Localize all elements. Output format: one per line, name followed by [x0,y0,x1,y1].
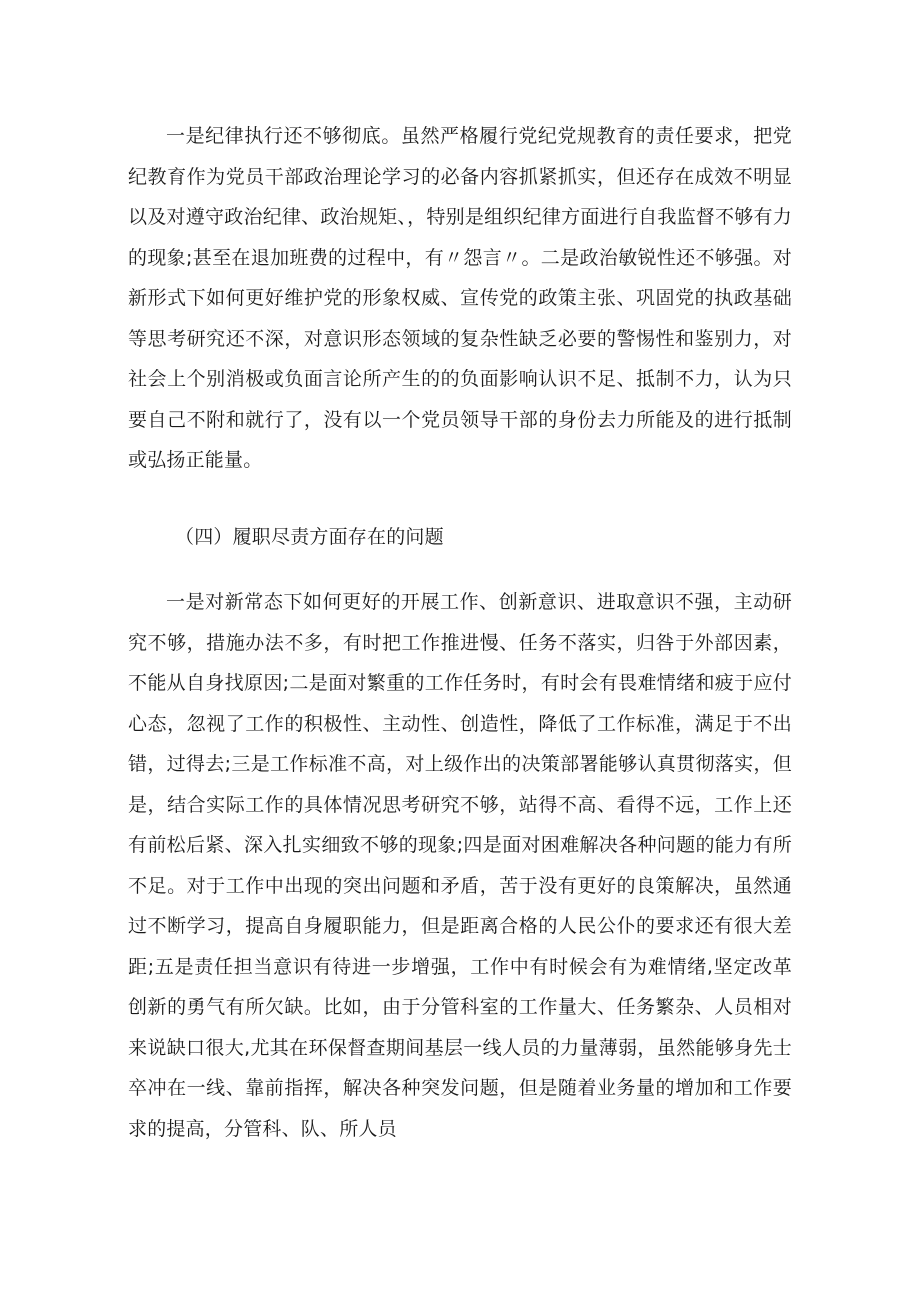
body-paragraph-discipline: 一是纪律执行还不够彻底。虽然严格履行党纪党规教育的责任要求，把党纪教育作为党员干部政治理论学习的必备内容抓紧抓实，但还存在成效不明显以及对遵守政治纪律、政治规矩、，特别是组织纪律方面进行自我监督不够有力的现象;甚至在退加班费的过程中，有〃怨言〃。二是政治敏锐性还不够强。对新形式下如何更好维护党的形象权威、宣传党的政策主张、巩固党的执政基础等思考研究还不深，对意识形态领域的复杂性缺乏必要的警惕性和鉴别力，对社会上个别消极或负面言论所产生的的负面影响认识不足、抵制不力，认为只要自己不附和就行了，没有以一个党员领导干部的身份去力所能及的进行抵制或弘扬正能量。 [128,125,792,471]
section-heading: （四）履职尽责方面存在的问题 [175,526,444,548]
body-paragraph-duty: 一是对新常态下如何更好的开展工作、创新意识、进取意识不强，主动研究不够，措施办法不多，有时把工作推进慢、任务不落实，归咎于外部因素，不能从自身找原因;二是面对繁重的工作任务时，有时会有畏难情绪和疲于应付心态，忽视了工作的积极性、主动性、创造性，降低了工作标准，满足于不出错，过得去;三是工作标准不高，对上级作出的决策部署能够认真贯彻落实，但是，结合实际工作的具体情况思考研究不够，站得不高、看得不远，工作上还有前松后紧、深入扎实细致不够的现象;四是面对困难解决各种问题的能力有所不足。对于工作中出现的突出问题和矛盾，苦于没有更好的良策解决，虽然通过不断学习，提高自身履职能力，但是距离合格的人民公仆的要求还有很大差距;五是责任担当意识有待进一步增强，工作中有时候会有为难情绪,坚定改革创新的勇气有所欠缺。比如，由于分管科室的工作量大、任务繁杂、人员相对来说缺口很大,尤其在环保督查期间基层一线人员的力量薄弱，虽然能够身先士卒冲在一线、靠前指挥，解决各种突发问题，但是随着业务量的增加和工作要求的提高，分管科、队、所人员 [128,591,792,1140]
